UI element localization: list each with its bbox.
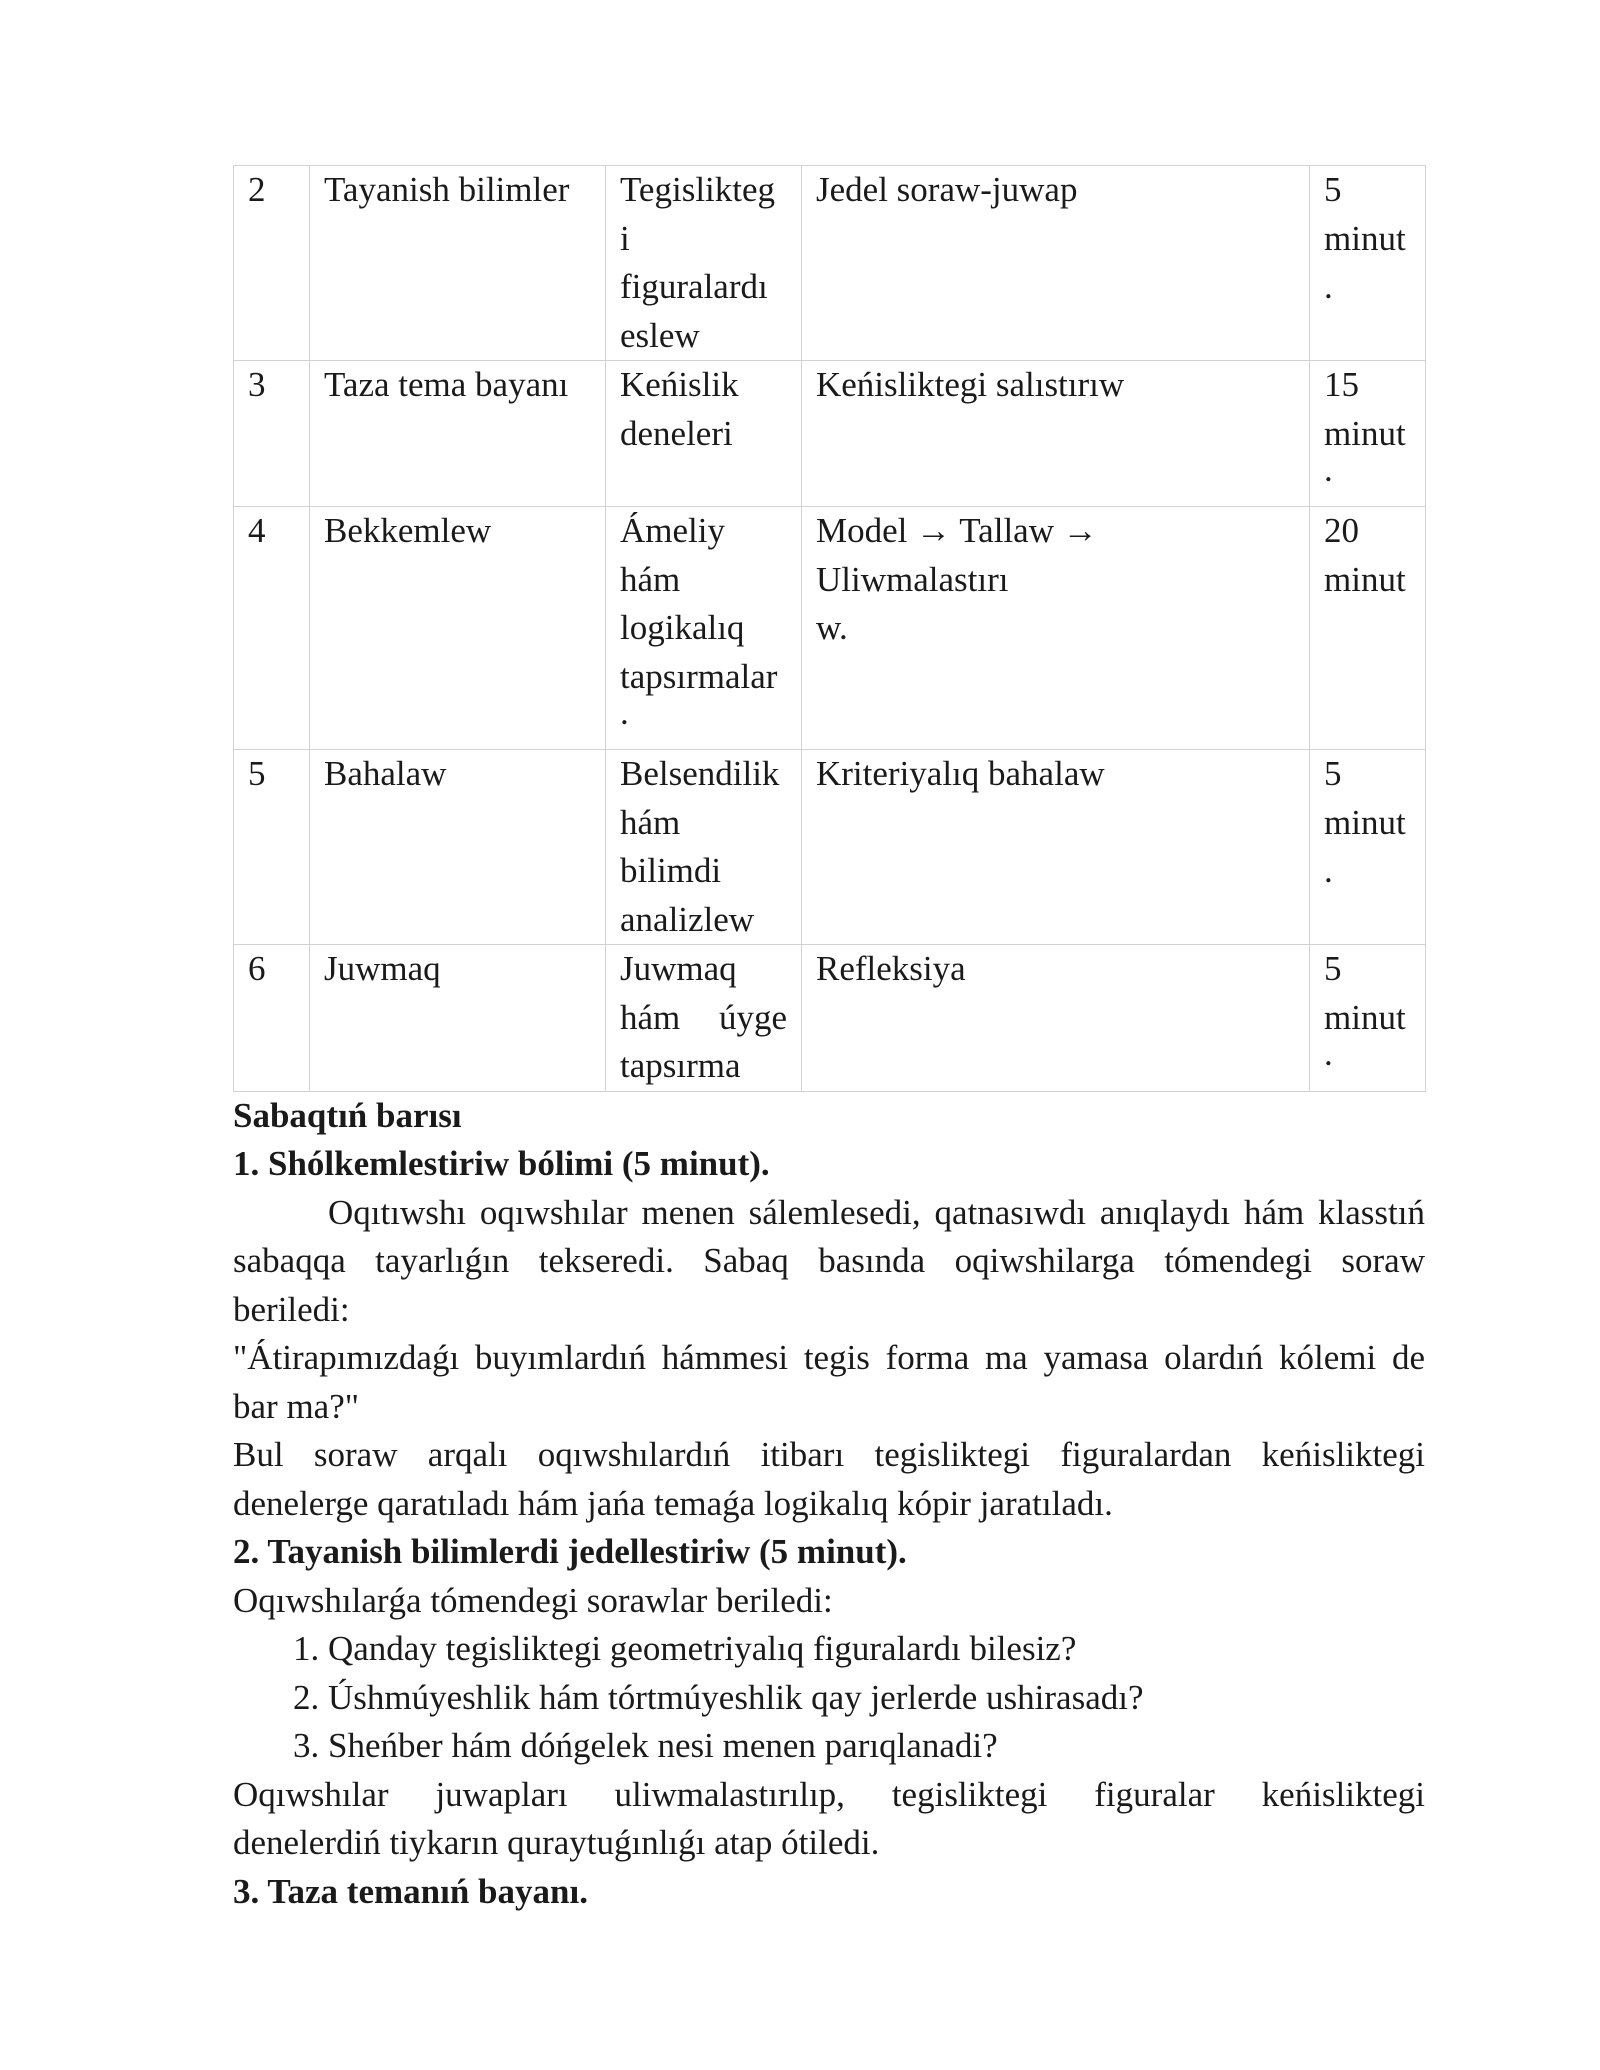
table-row (234, 507, 1426, 750)
paragraph (233, 1189, 1425, 1335)
content-line: hám (620, 559, 681, 599)
content-cell (606, 750, 802, 945)
row-number-cell: 4 (234, 507, 310, 750)
text-line: denelerdiń tiykarın quraytuǵınlıǵı atap ótiledi. (233, 1823, 880, 1862)
list-item: 1. Qanday tegisliktegi geometriyalıq figuralardı bilesiz? (328, 1625, 1425, 1674)
method-line: Jedel soraw-juwap (816, 170, 1078, 209)
time-cell (1310, 507, 1426, 750)
time-cell (1310, 945, 1426, 1092)
section-heading: 2. Tayanish bilimlerdi jedellestiriw (5 minut). (233, 1532, 907, 1571)
text-line: Oqıtıwshı oqıwshılar menen sálemlesedi, qatnasıwdı anıqlaydı hám klasstıń (328, 1192, 1425, 1232)
content-line: logikalıq (620, 608, 745, 647)
content-line: Tegislikteg (620, 170, 776, 209)
content-line: tapsırma (620, 1046, 741, 1085)
text-line: denelerge qaratıladı hám jańa temaǵa logikalıq kópir jaratıladı. (233, 1483, 1113, 1523)
content-line: hám (620, 802, 681, 842)
method-line: Model → Tallaw → Uliwmalastırı (816, 511, 1098, 599)
method-cell (802, 750, 1310, 945)
content-line: analizlew (620, 899, 755, 939)
list-item: 3. Sheńber hám dóńgelek nesi menen parıqlanadi? (328, 1722, 1425, 1771)
time-line: . (1324, 1034, 1333, 1073)
content-line: eslew (620, 315, 700, 355)
text-line: bar ma?" (233, 1386, 360, 1426)
time-line: minut (1324, 413, 1406, 453)
table-row (234, 750, 1426, 945)
section-heading: 1. Shólkemlestiriw bólimi (5 minut). (233, 1144, 770, 1183)
text-line: "Átirapımızdaǵı buyımlardıń hámmesi tegis forma ma yamasa olardıń kólemi de (233, 1338, 1425, 1377)
content-line: Keńislik (620, 365, 739, 404)
time-line: 20 (1324, 511, 1359, 550)
paragraph (233, 1771, 1425, 1868)
content-cell (606, 507, 802, 750)
time-line: 5 (1324, 949, 1342, 988)
stage-cell: Tayanish bilimler (310, 166, 606, 361)
time-line: 5 (1324, 754, 1342, 793)
table-row (234, 166, 1426, 361)
method-cell (802, 166, 1310, 361)
time-line: minut (1324, 218, 1406, 258)
text-line: Bul soraw arqalı oqıwshılardıń itibarı tegisliktegi figuralardan keńisliktegi (233, 1435, 1425, 1474)
lesson-plan-table (233, 165, 1426, 1092)
content-cell (606, 166, 802, 361)
text-line: Oqıwshılar juwapları uliwmalastırılıp, tegisliktegi figuralar keńisliktegi (233, 1774, 1425, 1814)
document-page (233, 165, 1425, 1916)
method-cell (802, 507, 1310, 750)
time-line: 5 (1324, 170, 1342, 209)
row-number-cell: 3 (234, 361, 310, 507)
time-line: minut (1324, 997, 1406, 1037)
stage-cell: Juwmaq (310, 945, 606, 1092)
section-heading: 3. Taza temanıń bayanı. (233, 1871, 588, 1911)
method-line: Kriteriyalıq bahalaw (816, 754, 1105, 793)
table-row (234, 945, 1426, 1092)
content-line: . (620, 693, 629, 732)
text-line: beriledi: (233, 1289, 350, 1329)
quote-paragraph (233, 1334, 1425, 1431)
paragraph (233, 1431, 1425, 1528)
text-line: sabaqqa tayarlıǵın tekseredi. Sabaq basında oqiwshilarga tómendegi soraw (233, 1241, 1425, 1280)
time-cell (1310, 361, 1426, 507)
content-line: hám úyge (620, 997, 787, 1037)
stage-cell: Bahalaw (310, 750, 606, 945)
content-line: deneleri (620, 413, 733, 453)
content-line: i (620, 218, 630, 258)
content-line: Ámeliy (620, 511, 725, 550)
time-cell (1310, 166, 1426, 361)
stage-cell: Bekkemlew (310, 507, 606, 750)
content-cell (606, 361, 802, 507)
time-line: 15 (1324, 365, 1359, 404)
stage-cell: Taza tema bayanı (310, 361, 606, 507)
time-cell (1310, 750, 1426, 945)
row-number-cell: 6 (234, 945, 310, 1092)
method-line: w. (816, 608, 848, 647)
content-line: Belsendilik (620, 754, 780, 793)
content-cell (606, 945, 802, 1092)
list-item: 2. Úshmúyeshlik hám tórtmúyeshlik qay jerlerde ushirasadı? (328, 1674, 1425, 1723)
paragraph: Oqıwshılarǵa tómendegi sorawlar beriledi: (233, 1580, 833, 1620)
table-row (234, 361, 1426, 507)
content-line: bilimdi (620, 851, 722, 890)
method-line: Refleksiya (816, 949, 966, 988)
time-line: minut (1324, 559, 1406, 599)
lesson-progress-heading: Sabaqtıń barısı (233, 1095, 462, 1135)
time-line: . (1324, 267, 1333, 306)
time-line: . (1324, 851, 1333, 890)
content-line: figuralardı (620, 267, 768, 306)
content-line: tapsırmalar (620, 656, 778, 696)
method-line: Keńisliktegi salıstırıw (816, 365, 1125, 404)
time-line: . (1324, 450, 1333, 489)
method-cell (802, 945, 1310, 1092)
question-list (233, 1625, 1425, 1771)
row-number-cell: 5 (234, 750, 310, 945)
method-cell (802, 361, 1310, 507)
content-line: Juwmaq (620, 949, 737, 988)
row-number-cell: 2 (234, 166, 310, 361)
time-line: minut (1324, 802, 1406, 842)
